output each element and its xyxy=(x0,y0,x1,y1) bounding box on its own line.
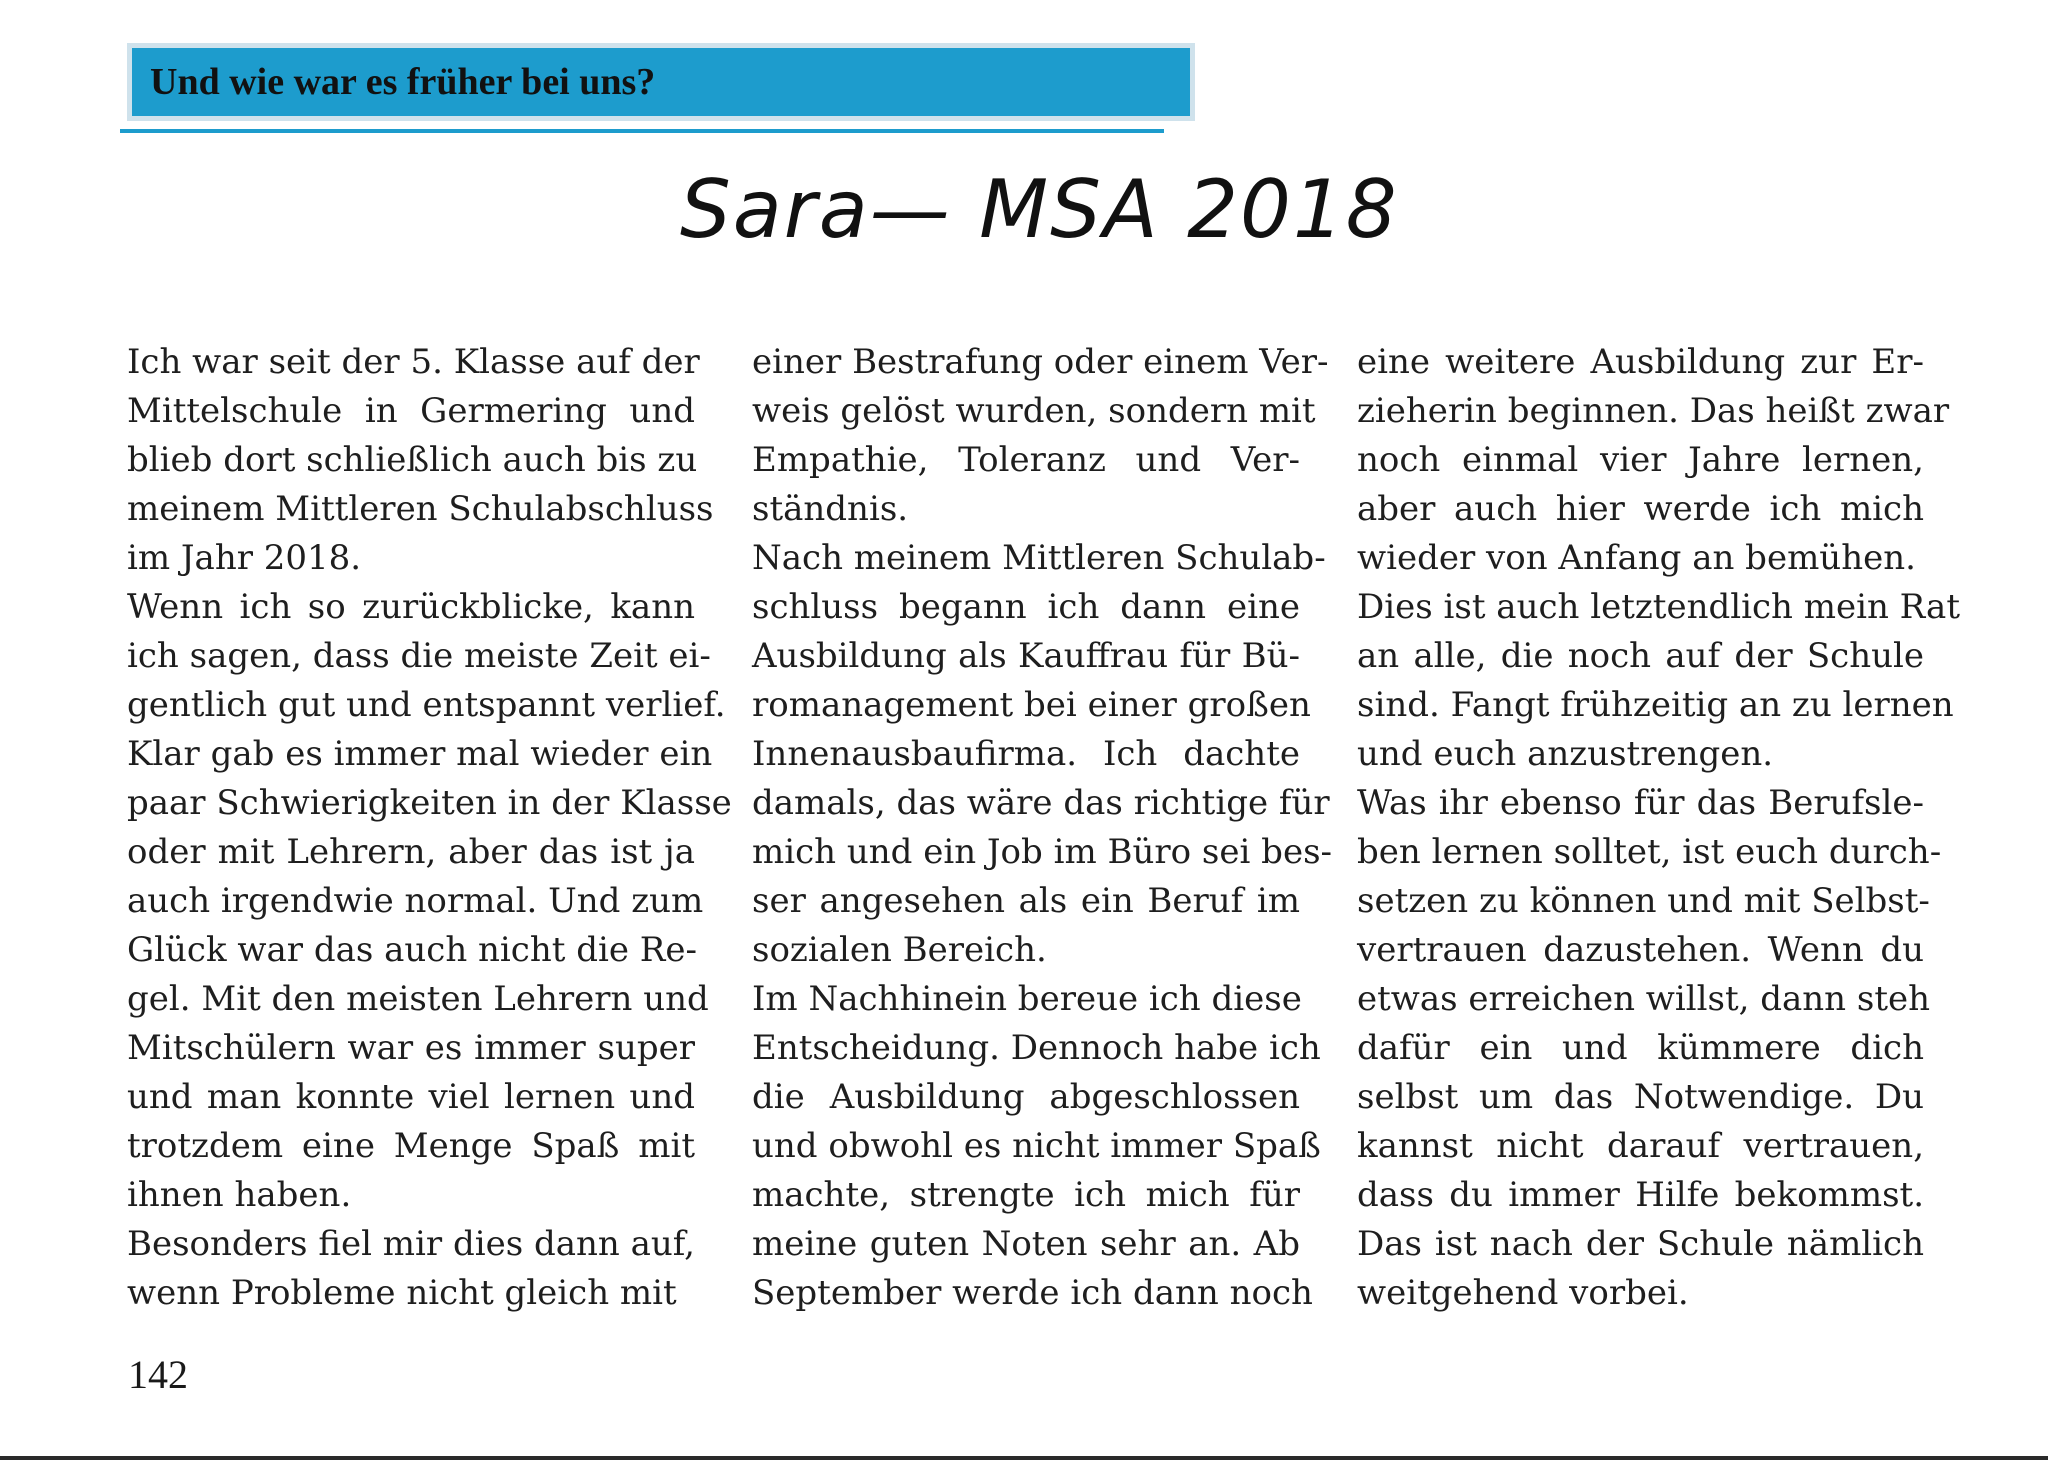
text-line: kannst nicht darauf vertrauen, xyxy=(1357,1126,1924,1166)
text-line: blieb dort schließlich auch bis zu xyxy=(127,440,698,480)
text-line: ich sagen, dass die meiste Zeit ei- xyxy=(127,636,711,676)
text-line: und euch anzustrengen. xyxy=(1357,734,1774,774)
text-line: ser angesehen als ein Beruf im xyxy=(752,881,1300,921)
text-column-1 xyxy=(127,338,732,1318)
text-line: meinem Mittleren Schulabschluss xyxy=(127,489,714,529)
text-line: Was ihr ebenso für das Berufsle- xyxy=(1357,783,1924,823)
text-line: Entscheidung. Dennoch habe ich xyxy=(752,1028,1321,1068)
text-line: Glück war das auch nicht die Re- xyxy=(127,930,697,970)
text-line: damals, das wäre das richtige für xyxy=(752,783,1330,823)
text-line: trotzdem eine Menge Spaß mit xyxy=(127,1126,695,1166)
paragraph xyxy=(127,1220,695,1318)
section-banner xyxy=(127,43,1195,121)
text-line: Klar gab es immer mal wieder ein xyxy=(127,734,713,774)
text-line: ständnis. xyxy=(752,489,909,529)
text-line: die Ausbildung abgeschlossen xyxy=(752,1077,1300,1117)
text-line: machte, strengte ich mich für xyxy=(752,1175,1300,1215)
text-line: eine weitere Ausbildung zur Er- xyxy=(1357,342,1924,382)
text-line: wieder von Anfang an bemühen. xyxy=(1357,538,1916,578)
text-line: auch irgendwie normal. Und zum xyxy=(127,881,704,921)
text-line: ihnen haben. xyxy=(127,1175,352,1215)
text-line: und man konnte viel lernen und xyxy=(127,1077,695,1117)
text-line: selbst um das Notwendige. Du xyxy=(1357,1077,1924,1117)
text-line: wenn Probleme nicht gleich mit xyxy=(127,1273,677,1313)
text-line: einer Bestrafung oder einem Ver- xyxy=(752,342,1329,382)
text-line: vertrauen dazustehen. Wenn du xyxy=(1357,930,1924,970)
text-line: Mittelschule in Germering und xyxy=(127,391,695,431)
text-line: sind. Fangt frühzeitig an zu lernen xyxy=(1357,685,1954,725)
paragraph xyxy=(752,975,1321,1318)
text-line: Ausbildung als Kauffrau für Bü- xyxy=(752,636,1300,676)
text-column-2 xyxy=(752,338,1333,1318)
text-line: Besonders fiel mir dies dann auf, xyxy=(127,1224,695,1264)
section-heading: Und wie war es früher bei uns? xyxy=(150,61,656,103)
text-line: Dies ist auch letztendlich mein Rat xyxy=(1357,587,1960,627)
text-line: Im Nachhinein bereue ich diese xyxy=(752,979,1302,1019)
text-line: zieherin beginnen. Das heißt zwar xyxy=(1357,391,1950,431)
text-line: im Jahr 2018. xyxy=(127,538,362,578)
text-line: meine guten Noten sehr an. Ab xyxy=(752,1224,1300,1264)
text-line: schluss begann ich dann eine xyxy=(752,587,1300,627)
text-line: an alle, die noch auf der Schule xyxy=(1357,636,1924,676)
text-column-3 xyxy=(1357,338,1960,1318)
text-line: Wenn ich so zurückblicke, kann xyxy=(127,587,695,627)
text-line: ben lernen solltet, ist euch durch- xyxy=(1357,832,1942,872)
text-line: paar Schwierigkeiten in der Klasse xyxy=(127,783,732,823)
text-line: oder mit Lehrern, aber das ist ja xyxy=(127,832,695,872)
text-line: Empathie, Toleranz und Ver- xyxy=(752,440,1300,480)
text-line: mich und ein Job im Büro sei bes- xyxy=(752,832,1333,872)
paragraph xyxy=(1357,338,1950,583)
text-line: sozialen Bereich. xyxy=(752,930,1047,970)
article-title: Sara— MSA 2018 xyxy=(680,163,1399,256)
text-line: Das ist nach der Schule nämlich xyxy=(1357,1224,1924,1264)
text-line: noch einmal vier Jahre lernen, xyxy=(1357,440,1924,480)
paragraph xyxy=(1357,779,1942,1318)
page-bottom-rule xyxy=(0,1456,2048,1460)
paragraph xyxy=(752,534,1333,975)
text-line: dafür ein und kümmere dich xyxy=(1357,1028,1924,1068)
banner-underline xyxy=(120,129,1164,133)
text-line: setzen zu können und mit Selbst- xyxy=(1357,881,1930,921)
paragraph xyxy=(127,583,732,1220)
text-line: Mitschülern war es immer super xyxy=(127,1028,695,1068)
paragraph xyxy=(752,338,1329,534)
text-line: Ich war seit der 5. Klasse auf der xyxy=(127,342,700,382)
text-line: weis gelöst wurden, sondern mit xyxy=(752,391,1316,431)
text-line: gentlich gut und entspannt verlief. xyxy=(127,685,726,725)
text-line: und obwohl es nicht immer Spaß xyxy=(752,1126,1321,1166)
text-line: gel. Mit den meisten Lehrern und xyxy=(127,979,709,1019)
text-line: weitgehend vorbei. xyxy=(1357,1273,1689,1313)
text-line: aber auch hier werde ich mich xyxy=(1357,489,1924,529)
text-line: etwas erreichen willst, dann steh xyxy=(1357,979,1931,1019)
text-line: romanagement bei einer großen xyxy=(752,685,1311,725)
text-line: Innenausbaufirma. Ich dachte xyxy=(752,734,1300,774)
paragraph xyxy=(127,338,714,583)
text-line: September werde ich dann noch xyxy=(752,1273,1313,1313)
paragraph xyxy=(1357,583,1960,779)
page-number: 142 xyxy=(128,1352,188,1397)
text-line: dass du immer Hilfe bekommst. xyxy=(1357,1175,1924,1215)
text-line: Nach meinem Mittleren Schulab- xyxy=(752,538,1326,578)
